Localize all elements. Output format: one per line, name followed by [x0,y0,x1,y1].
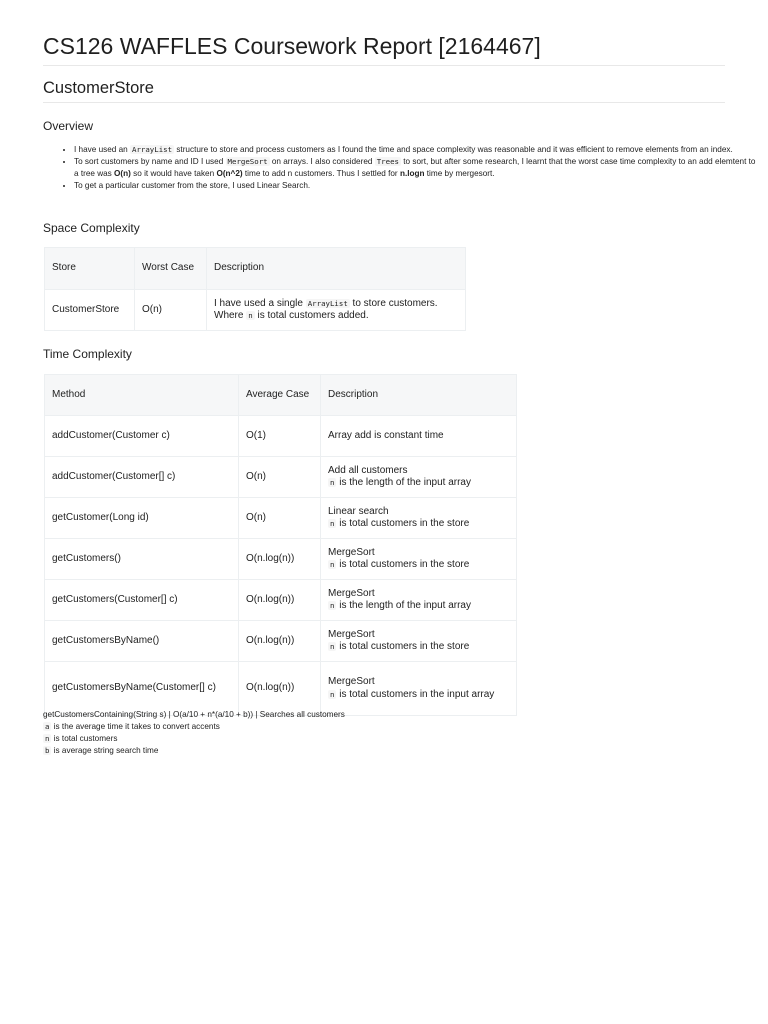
average-case-cell: O(n.log(n)) [239,580,321,621]
desc-text: to store customers. [349,297,438,309]
description-cell [321,498,517,539]
note-line [43,733,345,745]
column-header: Method [45,375,239,416]
section-heading: CustomerStore [43,78,725,103]
bullet-text: so it would have taken [130,169,217,178]
desc-text: is total customers in the store [336,559,470,570]
average-case-cell: O(n) [239,498,321,539]
column-header: Average Case [239,375,321,416]
inline-code: ArrayList [307,298,348,308]
description-cell [321,457,517,498]
inline-code: n [330,560,335,569]
bullet-text: I have used an [74,145,130,154]
time-complexity-table [44,374,517,716]
list-item [74,144,756,156]
bullet-text: time to add n customers. Thus I settled for [242,169,400,178]
worst-case-cell: O(n) [135,290,207,331]
description-cell [321,662,517,716]
desc-text: is total customers in the store [336,641,470,652]
column-header: Description [321,375,517,416]
table-row [45,498,517,539]
description-cell [321,621,517,662]
average-case-cell: O(n.log(n)) [239,662,321,716]
column-header: Description [207,248,466,290]
average-case-cell: O(n.log(n)) [239,621,321,662]
note-line [43,721,345,733]
overview-list [43,144,756,192]
list-item [74,156,756,180]
containing-method-note [43,709,345,757]
store-cell: CustomerStore [45,290,135,331]
description-cell [321,539,517,580]
desc-text: is the length of the input array [336,477,471,488]
inline-code: n [330,642,335,651]
bullet-text: on arrays. I also considered [269,157,375,166]
column-header: Worst Case [135,248,207,290]
description-cell [207,290,466,331]
table-row [45,539,517,580]
note-line: getCustomersContaining(String s) | O(a/10 + n*(a/10 + b)) | Searches all customers [43,710,345,719]
method-cell: addCustomer(Customer[] c) [45,457,239,498]
list-item [74,180,756,192]
overview-heading: Overview [43,119,94,133]
bold-text: O(n^2) [216,169,243,178]
time-complexity-heading: Time Complexity [43,347,132,361]
bullet-text: time by mergesort. [424,169,495,178]
table-row [45,290,466,331]
desc-text: is total customers added. [254,310,369,321]
space-complexity-heading: Space Complexity [43,221,140,235]
inline-code: n [330,689,335,699]
inline-code: n [45,734,50,743]
inline-code: ArrayList [132,145,173,154]
inline-code: MergeSort [227,157,268,166]
note-line [43,745,345,757]
desc-text: Add all customers [328,464,408,476]
method-cell: getCustomers() [45,539,239,580]
note-text: is the average time it takes to convert accents [51,722,220,731]
table-row [45,416,517,457]
inline-code: n [330,478,335,487]
bold-text: n.logn [399,169,425,178]
bullet-text: structure to store and process customers as I found the time and space complexity was reasonable and it was efficient to remove elements from an index. [174,145,733,154]
table-header-row [45,248,466,290]
average-case-cell: O(1) [239,416,321,457]
table-header-row [45,375,517,416]
description-cell [321,416,517,457]
desc-text: is total customers in the input array [336,688,495,700]
bullet-text: to sort, but after some research, I learnt that the worst case time complexity to an add elemtent to a tree was [74,157,756,178]
desc-text: Linear search [328,505,389,517]
inline-code: n [330,519,335,528]
inline-code: a [45,722,50,731]
desc-text: is total customers in the store [336,518,470,529]
inline-code: Trees [376,157,399,166]
table-row [45,621,517,662]
inline-code: b [45,746,50,755]
desc-text: I have used a single [214,297,306,309]
page-title: CS126 WAFFLES Coursework Report [2164467] [43,0,725,66]
desc-text: MergeSort [328,628,375,640]
table-row [45,457,517,498]
method-cell: getCustomer(Long id) [45,498,239,539]
bullet-text: To get a particular customer from the store, I used Linear Search. [74,181,311,190]
description-cell [321,580,517,621]
bullet-text: To sort customers by name and ID I used [74,157,226,166]
report-page [43,0,756,755]
column-header: Store [45,248,135,290]
desc-text: MergeSort [328,546,375,558]
desc-text: is the length of the input array [336,600,471,611]
space-complexity-table [44,247,466,331]
desc-text: Where [214,310,247,321]
note-text: is average string search time [51,746,159,755]
average-case-cell: O(n.log(n)) [239,539,321,580]
inline-code: n [330,601,335,610]
method-cell: addCustomer(Customer c) [45,416,239,457]
average-case-cell: O(n) [239,457,321,498]
table-row [45,662,517,716]
desc-text: Array add is constant time [328,429,444,441]
desc-text: MergeSort [328,676,375,687]
desc-text: MergeSort [328,587,375,599]
note-text: is total customers [51,734,118,743]
table-row [45,580,517,621]
bold-text: O(n) [114,169,131,178]
method-cell: getCustomersByName(Customer[] c) [45,662,239,716]
method-cell: getCustomers(Customer[] c) [45,580,239,621]
inline-code: n [248,311,253,320]
method-cell: getCustomersByName() [45,621,239,662]
